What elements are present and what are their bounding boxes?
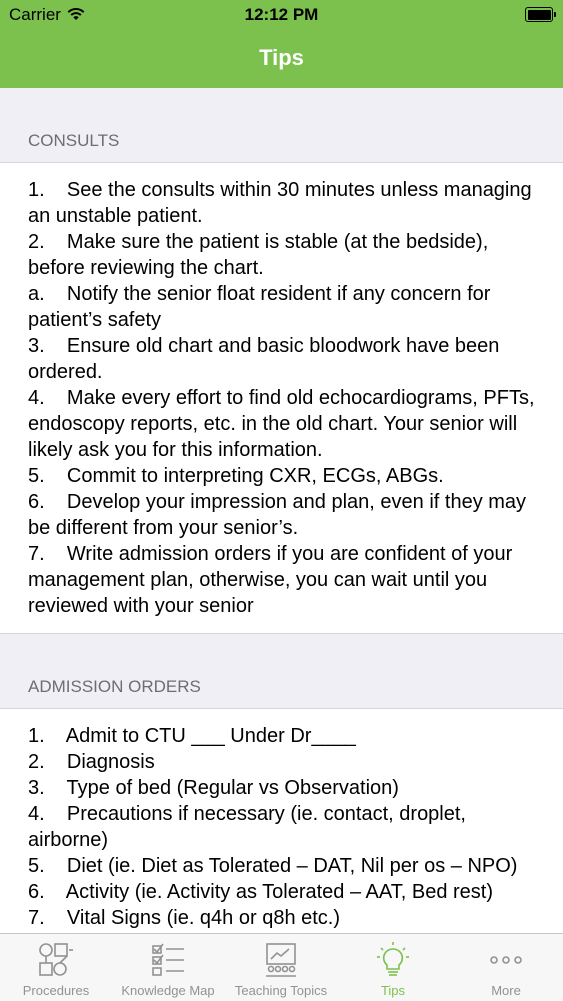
status-bar bbox=[0, 0, 563, 30]
tab-label: Tips bbox=[380, 983, 406, 998]
tip-line: 3. Type of bed (Regular vs Observation) bbox=[28, 777, 399, 799]
tip-line: 4. Make every effort to find old echocardiograms, PFTs, endoscopy reports, etc. in the old chart. Your senior will likely ask you for this information. bbox=[28, 387, 541, 461]
tip-line: 6. Activity (ie. Activity as Tolerated – AAT, Bed rest) bbox=[28, 881, 494, 903]
tip-line: 7. Write admission orders if you are confident of your management plan, otherwise, you can wait until you reviewed with your senior bbox=[28, 543, 518, 617]
battery-icon bbox=[525, 7, 553, 22]
tab-teaching-topics[interactable] bbox=[225, 934, 337, 1001]
carrier-label: Carrier bbox=[9, 5, 61, 24]
tip-line: 7. Vital Signs (ie. q4h or q8h etc.) bbox=[28, 907, 341, 929]
tips-list[interactable] bbox=[0, 88, 563, 933]
admission-orders-cell bbox=[0, 709, 563, 933]
navigation-bar bbox=[0, 0, 563, 88]
tip-line: 2. Make sure the patient is stable (at the bedside), before reviewing the chart. bbox=[28, 231, 494, 279]
tab-more[interactable] bbox=[450, 934, 562, 1001]
consults-cell bbox=[0, 163, 563, 634]
tip-line: 5. Diet (ie. Diet as Tolerated – DAT, Nil per os – NPO) bbox=[28, 855, 518, 877]
more-dots-icon bbox=[486, 941, 526, 984]
clock-time: 12:12 PM bbox=[244, 5, 319, 24]
section-header-admission-orders bbox=[0, 634, 563, 709]
checklist-icon bbox=[148, 941, 188, 984]
tab-label: Teaching Topics bbox=[234, 983, 328, 998]
lightbulb-icon bbox=[373, 941, 413, 984]
tip-line: 2. Diagnosis bbox=[28, 751, 155, 773]
tab-label: More bbox=[491, 983, 521, 998]
section-header-label: ADMISSION ORDERS bbox=[28, 677, 201, 696]
presentation-icon bbox=[261, 941, 301, 984]
tab-procedures[interactable] bbox=[0, 934, 112, 1001]
tip-line: 1. See the consults within 30 minutes unless managing an unstable patient. bbox=[28, 179, 538, 227]
tab-bar bbox=[0, 933, 563, 1001]
section-header-label: CONSULTS bbox=[28, 131, 120, 150]
tip-line: 5. Commit to interpreting CXR, ECGs, ABGs. bbox=[28, 465, 444, 487]
page-title: Tips bbox=[259, 45, 304, 70]
tip-line: 4. Precautions if necessary (ie. contact, droplet, airborne) bbox=[28, 803, 472, 851]
tip-line: 1. Admit to CTU ___ Under Dr____ bbox=[28, 725, 356, 747]
tip-line: 3. Ensure old chart and basic bloodwork have been ordered. bbox=[28, 335, 505, 383]
procedures-icon bbox=[36, 941, 76, 984]
tab-label: Knowledge Map bbox=[121, 983, 215, 998]
tip-line: a. Notify the senior float resident if any concern for patient’s safety bbox=[28, 283, 497, 331]
tab-label: Procedures bbox=[22, 983, 90, 998]
tab-knowledge-map[interactable] bbox=[112, 934, 224, 1001]
section-header-consults bbox=[0, 88, 563, 163]
tab-tips[interactable] bbox=[337, 934, 449, 1001]
tip-line: 6. Develop your impression and plan, even if they may be different from your senior’s. bbox=[28, 491, 532, 539]
